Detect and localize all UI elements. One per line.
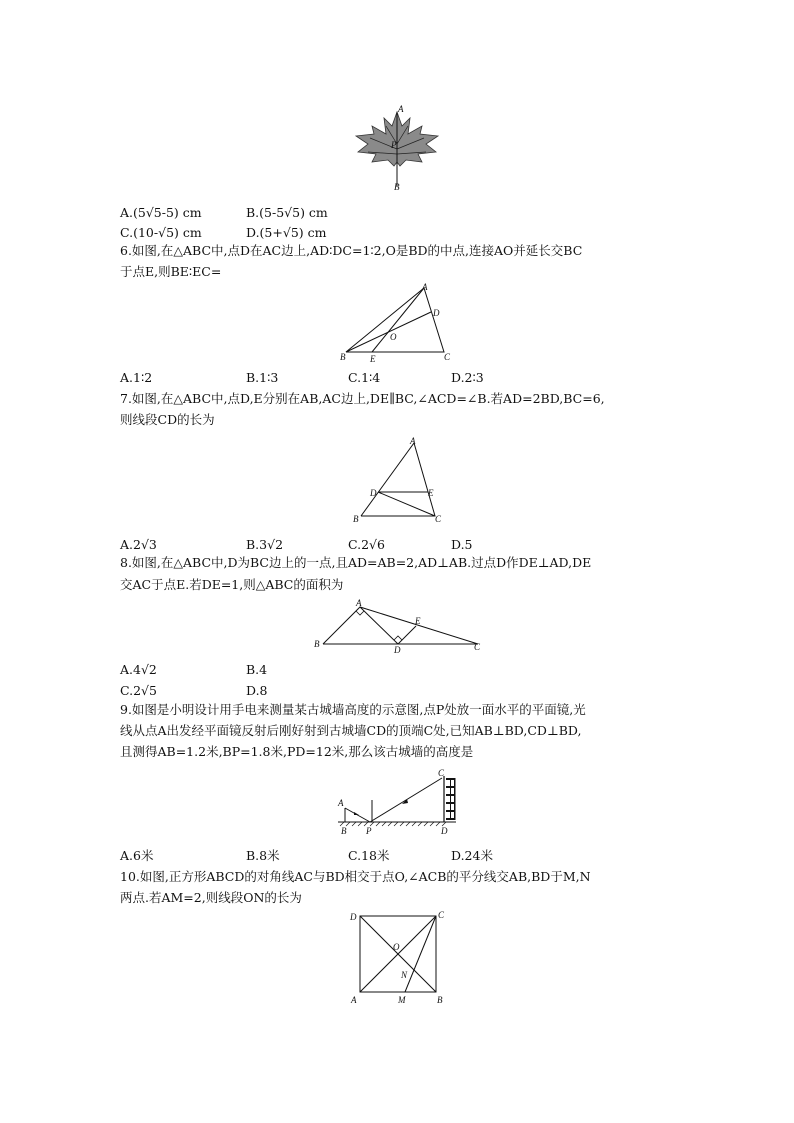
q10-label-m: M — [398, 995, 406, 1005]
q5-option-a[interactable]: A.(5√5-5) cm — [120, 205, 202, 220]
q6-option-d[interactable]: D.2∶3 — [451, 370, 484, 385]
q7-figure — [348, 434, 453, 526]
q7-option-d[interactable]: D.5 — [451, 537, 473, 552]
q8-label-d: D — [394, 645, 401, 655]
q6-label-e: E — [370, 354, 376, 364]
q7-option-b[interactable]: B.3√2 — [246, 537, 284, 552]
q9-option-b[interactable]: B.8米 — [246, 848, 280, 863]
q6-label-d: D — [433, 308, 440, 318]
q10-label-b: B — [437, 995, 443, 1005]
q9-option-c[interactable]: C.18米 — [348, 848, 390, 863]
q9-stem-line1: 9.如图是小明设计用手电来测量某古城墙高度的示意图,点P处放一面水平的平面镜,光 — [120, 702, 586, 717]
q9-label-a: A — [338, 798, 344, 808]
q7-label-c: C — [435, 514, 442, 524]
q9-stem-line2: 线从点A出发经平面镜反射后刚好射到古城墙CD的顶端C处,已知AB⊥BD,CD⊥BD, — [120, 723, 582, 738]
q9-label-d: D — [441, 826, 448, 836]
q10-label-d: D — [350, 912, 357, 922]
q8-option-d[interactable]: D.8 — [246, 683, 268, 698]
q8-label-e: E — [415, 616, 421, 626]
q7-stem-line1: 7.如图,在△ABC中,点D,E分别在AB,AC边上,DE∥BC,∠ACD=∠B.若AD=2BD,BC=6, — [120, 391, 605, 406]
q9-stem-line3: 且测得AB=1.2米,BP=1.8米,PD=12米,那么该古城墙的高度是 — [120, 744, 474, 759]
leaf-figure — [350, 104, 445, 194]
q6-option-b[interactable]: B.1∶3 — [246, 370, 279, 385]
q10-stem-line2: 两点.若AM=2,则线段ON的长为 — [120, 890, 302, 905]
q5-option-d[interactable]: D.(5+√5) cm — [246, 225, 327, 240]
q8-option-a[interactable]: A.4√2 — [120, 662, 157, 677]
q7-label-a: A — [410, 436, 416, 446]
leaf-label-b: B — [394, 182, 400, 192]
q9-label-c: C — [438, 768, 445, 778]
q8-stem-line1: 8.如图,在△ABC中,D为BC边上的一点,且AD=AB=2,AD⊥AB.过点D作DE⊥AD,DE — [120, 555, 592, 570]
q8-stem-line2: 交AC于点E.若DE=1,则△ABC的面积为 — [120, 577, 344, 592]
leaf-shape — [356, 112, 438, 186]
q9-figure — [332, 768, 467, 836]
q10-stem-line1: 10.如图,正方形ABCD的对角线AC与BD相交于点O,∠ACB的平分线交AB,BD于M,N — [120, 869, 591, 884]
q8-option-c[interactable]: C.2√5 — [120, 683, 157, 698]
q9-label-p: P — [366, 826, 372, 836]
q5-option-b[interactable]: B.(5-5√5) cm — [246, 205, 328, 220]
q7-label-b: B — [353, 514, 359, 524]
q10-label-n: N — [401, 970, 408, 980]
q7-stem-line2: 则线段CD的长为 — [120, 412, 215, 427]
q6-label-b: B — [340, 352, 346, 362]
q6-label-a: A — [422, 282, 428, 292]
q10-label-o: O — [393, 942, 400, 952]
q9-label-b: B — [341, 826, 347, 836]
q7-option-a[interactable]: A.2√3 — [120, 537, 157, 552]
q6-option-a[interactable]: A.1∶2 — [120, 370, 153, 385]
q10-label-a: A — [351, 995, 357, 1005]
q6-label-c: C — [444, 352, 451, 362]
q8-figure — [310, 597, 492, 655]
q6-stem-line2: 于点E,则BE∶EC= — [120, 264, 222, 279]
q8-label-a: A — [356, 598, 362, 608]
q7-label-d: D — [370, 488, 377, 498]
q5-option-c[interactable]: C.(10-√5) cm — [120, 225, 202, 240]
q6-figure — [338, 282, 458, 364]
q10-figure — [345, 908, 450, 1008]
q9-option-d[interactable]: D.24米 — [451, 848, 493, 863]
q10-label-c: C — [438, 910, 445, 920]
q8-label-b: B — [314, 639, 320, 649]
q7-option-c[interactable]: C.2√6 — [348, 537, 385, 552]
q8-label-c: C — [474, 642, 481, 652]
leaf-label-p: P — [391, 140, 397, 150]
q6-option-c[interactable]: C.1∶4 — [348, 370, 381, 385]
q9-option-a[interactable]: A.6米 — [120, 848, 154, 863]
q7-label-e: E — [428, 488, 434, 498]
leaf-label-a: A — [398, 104, 404, 114]
q8-option-b[interactable]: B.4 — [246, 662, 268, 677]
q6-stem-line1: 6.如图,在△ABC中,点D在AC边上,AD∶DC=1∶2,O是BD的中点,连接AO并延长交BC — [120, 243, 583, 258]
q6-label-o: O — [390, 332, 397, 342]
